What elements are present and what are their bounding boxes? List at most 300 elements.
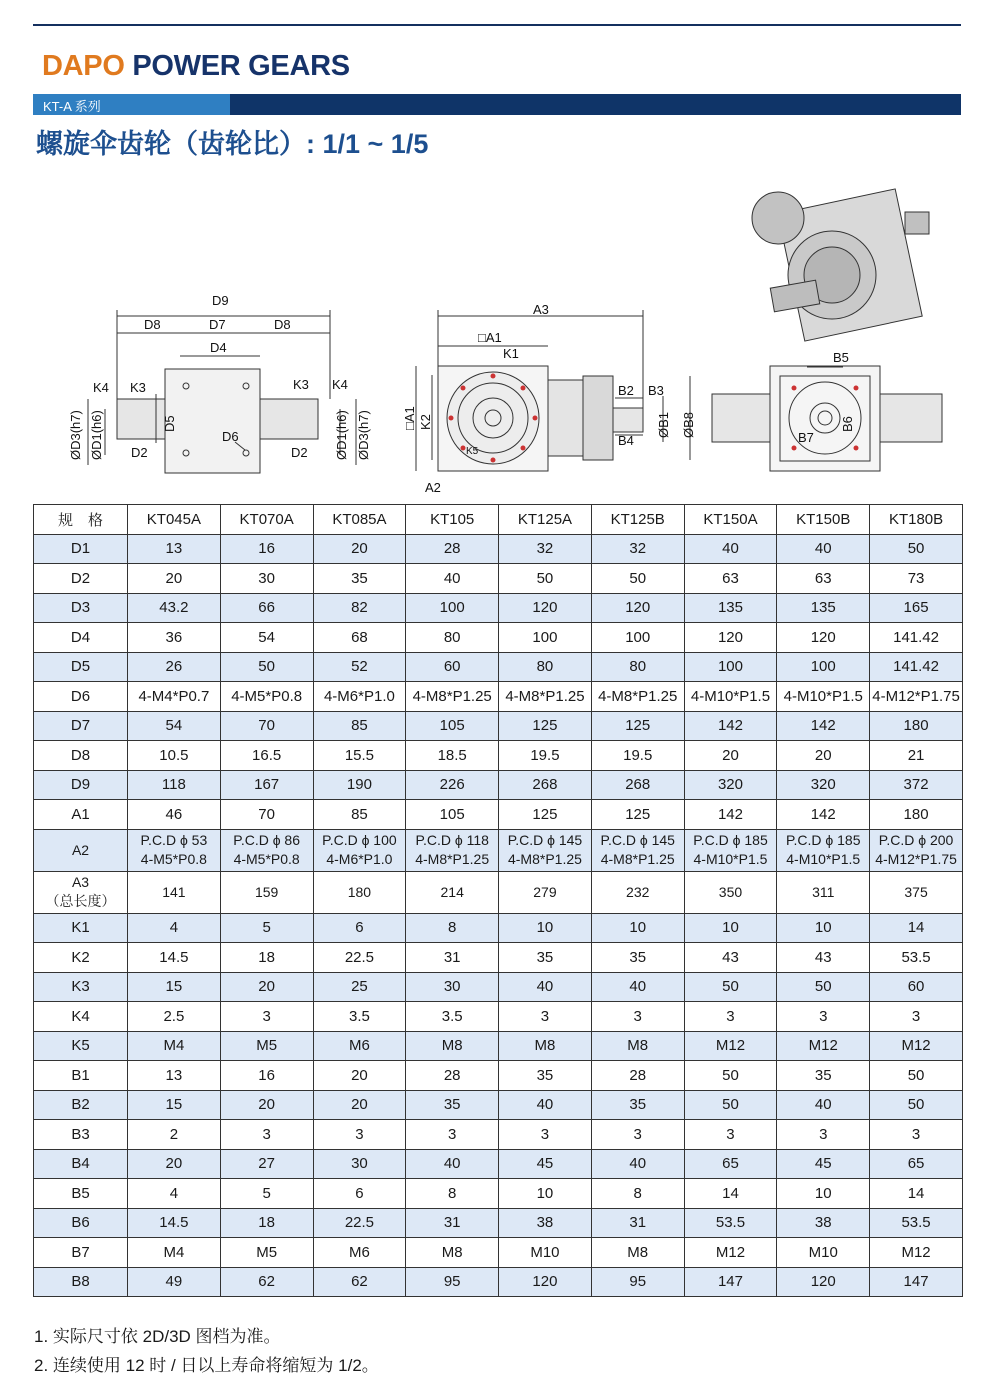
table-cell: 35 [499, 943, 592, 973]
table-cell: 20 [220, 1090, 313, 1120]
row-label: K1 [34, 913, 128, 943]
table-cell: 20 [313, 534, 406, 564]
table-cell: 30 [313, 1149, 406, 1179]
table-cell: 80 [591, 652, 684, 682]
table-cell: 15.5 [313, 741, 406, 771]
table-cell: 45 [499, 1149, 592, 1179]
table-cell: 53.5 [684, 1208, 777, 1238]
table-cell: 3 [684, 1002, 777, 1032]
table-cell: 4-M6*P1.0 [313, 682, 406, 712]
table-row [34, 1120, 963, 1150]
table-cell: 135 [777, 593, 870, 623]
row-label: A3 （总长度） [34, 871, 128, 913]
table-cell: 180 [313, 871, 406, 913]
table-cell: 311 [777, 871, 870, 913]
table-cell: 40 [499, 1090, 592, 1120]
table-cell: 100 [499, 623, 592, 653]
table-cell: 6 [313, 1179, 406, 1209]
table-cell: 18.5 [406, 741, 499, 771]
header-model: KT125B [591, 505, 684, 535]
table-cell: M4 [128, 1238, 221, 1268]
table-cell: 50 [220, 652, 313, 682]
table-cell: 31 [591, 1208, 684, 1238]
table-cell: 2 [128, 1120, 221, 1150]
table-cell: 20 [128, 564, 221, 594]
table-cell: 20 [684, 741, 777, 771]
table-cell: 21 [870, 741, 963, 771]
row-label: K3 [34, 972, 128, 1002]
table-row [34, 829, 963, 871]
table-cell: 60 [406, 652, 499, 682]
table-cell: 19.5 [591, 741, 684, 771]
table-cell: 38 [499, 1208, 592, 1238]
table-cell: 167 [220, 770, 313, 800]
table-row [34, 1267, 963, 1297]
table-cell: 10 [499, 913, 592, 943]
table-cell: 30 [220, 564, 313, 594]
table-cell: 46 [128, 800, 221, 830]
row-label: A1 [34, 800, 128, 830]
table-cell: 36 [128, 623, 221, 653]
table-cell: 2.5 [128, 1002, 221, 1032]
svg-text:ØB8: ØB8 [681, 411, 696, 438]
brand-logo [42, 50, 350, 83]
note-2: 2. 连续使用 12 时 / 日以上寿命将缩短为 1/2。 [34, 1356, 379, 1375]
table-cell: 10 [777, 913, 870, 943]
table-cell: 135 [684, 593, 777, 623]
table-cell: 320 [777, 770, 870, 800]
table-cell: 120 [499, 593, 592, 623]
table-cell: 3 [220, 1002, 313, 1032]
table-cell: 105 [406, 711, 499, 741]
table-row [34, 741, 963, 771]
table-cell: 52 [313, 652, 406, 682]
table-cell: 31 [406, 1208, 499, 1238]
table-cell: 32 [591, 534, 684, 564]
table-cell: 120 [591, 593, 684, 623]
table-cell: 8 [406, 1179, 499, 1209]
table-row [34, 593, 963, 623]
header-model: KT105 [406, 505, 499, 535]
table-cell: 62 [220, 1267, 313, 1297]
table-row [34, 1061, 963, 1091]
header-model: KT045A [128, 505, 221, 535]
table-cell: 10 [777, 1179, 870, 1209]
table-cell: 40 [591, 1149, 684, 1179]
table-cell: 65 [870, 1149, 963, 1179]
table-cell: 5 [220, 1179, 313, 1209]
table-cell: M12 [684, 1238, 777, 1268]
table-cell: 6 [313, 913, 406, 943]
table-cell: 16.5 [220, 741, 313, 771]
row-label: K5 [34, 1031, 128, 1061]
table-cell: 60 [870, 972, 963, 1002]
table-cell: M8 [406, 1031, 499, 1061]
svg-text:D2: D2 [131, 445, 148, 460]
table-cell: 3 [870, 1002, 963, 1032]
table-cell: 142 [684, 800, 777, 830]
table-cell: 43 [777, 943, 870, 973]
svg-text:K3: K3 [293, 377, 309, 392]
table-cell: 43.2 [128, 593, 221, 623]
table-cell: 279 [499, 871, 592, 913]
table-cell: M12 [870, 1031, 963, 1061]
table-cell: 10 [684, 913, 777, 943]
table-cell: 20 [313, 1061, 406, 1091]
table-cell: P.C.D ϕ 100 4-M6*P1.0 [313, 829, 406, 871]
row-label: K4 [34, 1002, 128, 1032]
table-cell: 125 [499, 800, 592, 830]
table-cell: 141.42 [870, 652, 963, 682]
table-cell: 50 [870, 1061, 963, 1091]
svg-text:A3: A3 [533, 302, 549, 317]
table-row [34, 623, 963, 653]
table-cell: 68 [313, 623, 406, 653]
note-1: 1. 实际尺寸依 2D/3D 图档为准。 [34, 1327, 281, 1346]
table-cell: P.C.D ϕ 118 4-M8*P1.25 [406, 829, 499, 871]
table-cell: 50 [684, 1061, 777, 1091]
table-cell: 3 [684, 1120, 777, 1150]
table-cell: 70 [220, 711, 313, 741]
table-cell: P.C.D ϕ 53 4-M5*P0.8 [128, 829, 221, 871]
table-cell: 4-M8*P1.25 [591, 682, 684, 712]
table-cell: 49 [128, 1267, 221, 1297]
table-row [34, 1238, 963, 1268]
table-row [34, 913, 963, 943]
table-cell: 50 [684, 972, 777, 1002]
svg-text:K3: K3 [130, 380, 146, 395]
table-cell: 40 [684, 534, 777, 564]
table-cell: 4 [128, 913, 221, 943]
table-cell: 372 [870, 770, 963, 800]
table-cell: 180 [870, 711, 963, 741]
table-row [34, 1179, 963, 1209]
table-cell: 95 [406, 1267, 499, 1297]
table-cell: 63 [684, 564, 777, 594]
table-cell: 120 [684, 623, 777, 653]
svg-text:D6: D6 [222, 429, 239, 444]
table-cell: 3 [777, 1120, 870, 1150]
table-cell: M4 [128, 1031, 221, 1061]
table-cell: 14.5 [128, 1208, 221, 1238]
table-cell: 35 [591, 943, 684, 973]
table-cell: 95 [591, 1267, 684, 1297]
end-view-drawing [712, 366, 942, 471]
row-label: B4 [34, 1149, 128, 1179]
table-cell: M12 [684, 1031, 777, 1061]
table-cell: 142 [777, 711, 870, 741]
table-cell: 20 [777, 741, 870, 771]
table-cell: 15 [128, 1090, 221, 1120]
table-cell: 50 [591, 564, 684, 594]
table-cell: 45 [777, 1149, 870, 1179]
table-cell: P.C.D ϕ 145 4-M8*P1.25 [591, 829, 684, 871]
table-cell: 142 [684, 711, 777, 741]
table-cell: M8 [406, 1238, 499, 1268]
table-cell: 214 [406, 871, 499, 913]
table-cell: 3 [870, 1120, 963, 1150]
table-cell: M12 [777, 1031, 870, 1061]
table-cell: 159 [220, 871, 313, 913]
table-cell: 53.5 [870, 943, 963, 973]
side-view-drawing [88, 310, 356, 473]
table-cell: 142 [777, 800, 870, 830]
table-cell: 120 [499, 1267, 592, 1297]
table-cell: 4-M5*P0.8 [220, 682, 313, 712]
table-cell: 50 [870, 1090, 963, 1120]
table-cell: 73 [870, 564, 963, 594]
table-cell: 226 [406, 770, 499, 800]
table-cell: 10 [591, 913, 684, 943]
series-bar [33, 94, 961, 115]
table-cell: 70 [220, 800, 313, 830]
table-cell: 80 [406, 623, 499, 653]
table-cell: 350 [684, 871, 777, 913]
table-row [34, 1090, 963, 1120]
page-title: 螺旋伞齿轮（齿轮比）: 1/1 ~ 1/5 [36, 129, 429, 159]
table-cell: 4-M8*P1.25 [406, 682, 499, 712]
table-cell: P.C.D ϕ 185 4-M10*P1.5 [777, 829, 870, 871]
table-cell: 32 [499, 534, 592, 564]
table-cell: 10 [499, 1179, 592, 1209]
table-cell: 3 [591, 1002, 684, 1032]
table-cell: 14 [870, 1179, 963, 1209]
table-cell: 3 [406, 1120, 499, 1150]
svg-text:B5: B5 [833, 350, 849, 365]
table-cell: 22.5 [313, 1208, 406, 1238]
row-label: D1 [34, 534, 128, 564]
table-cell: 20 [313, 1090, 406, 1120]
table-cell: 10.5 [128, 741, 221, 771]
table-cell: 62 [313, 1267, 406, 1297]
table-cell: 141 [128, 871, 221, 913]
table-cell: 180 [870, 800, 963, 830]
table-cell: 18 [220, 943, 313, 973]
table-cell: 20 [128, 1149, 221, 1179]
table-cell: 35 [777, 1061, 870, 1091]
svg-text:D5: D5 [162, 415, 177, 432]
table-row [34, 1002, 963, 1032]
table-cell: 13 [128, 1061, 221, 1091]
table-cell: 40 [406, 564, 499, 594]
brand-dapo: DAPO [42, 50, 125, 82]
table-cell: M12 [870, 1238, 963, 1268]
table-cell: 50 [777, 972, 870, 1002]
table-cell: P.C.D ϕ 185 4-M10*P1.5 [684, 829, 777, 871]
table-cell: M10 [499, 1238, 592, 1268]
table-cell: 15 [128, 972, 221, 1002]
table-cell: 125 [591, 711, 684, 741]
svg-text:D7: D7 [209, 317, 226, 332]
row-label: A2 [34, 829, 128, 871]
table-cell: 20 [220, 972, 313, 1002]
table-cell: 232 [591, 871, 684, 913]
row-label: B6 [34, 1208, 128, 1238]
table-cell: 4-M10*P1.5 [684, 682, 777, 712]
table-cell: 35 [591, 1090, 684, 1120]
table-cell: 85 [313, 711, 406, 741]
brand-power-gears: POWER GEARS [132, 50, 350, 82]
table-cell: 4-M10*P1.5 [777, 682, 870, 712]
table-cell: 105 [406, 800, 499, 830]
svg-text:B2: B2 [618, 383, 634, 398]
table-cell: 85 [313, 800, 406, 830]
table-row [34, 972, 963, 1002]
svg-text:B4: B4 [618, 433, 634, 448]
table-cell: 43 [684, 943, 777, 973]
table-cell: 14 [684, 1179, 777, 1209]
table-cell: 14.5 [128, 943, 221, 973]
table-cell: M8 [591, 1031, 684, 1061]
table-cell: M10 [777, 1238, 870, 1268]
table-cell: M5 [220, 1031, 313, 1061]
table-cell: 3.5 [406, 1002, 499, 1032]
row-label: D8 [34, 741, 128, 771]
table-cell: 28 [406, 534, 499, 564]
table-row [34, 871, 963, 913]
table-cell: 50 [684, 1090, 777, 1120]
table-cell: 268 [591, 770, 684, 800]
svg-text:□A1: □A1 [478, 330, 502, 345]
table-cell: 50 [499, 564, 592, 594]
table-cell: 38 [777, 1208, 870, 1238]
svg-text:B6: B6 [840, 416, 855, 432]
table-row [34, 1208, 963, 1238]
table-cell: 190 [313, 770, 406, 800]
table-header-row [34, 505, 963, 535]
table-cell: 3 [777, 1002, 870, 1032]
header-model: KT125A [499, 505, 592, 535]
row-label: K2 [34, 943, 128, 973]
table-cell: 16 [220, 534, 313, 564]
table-cell: 375 [870, 871, 963, 913]
row-label: D7 [34, 711, 128, 741]
table-cell: 120 [777, 623, 870, 653]
table-cell: 100 [591, 623, 684, 653]
svg-text:B7: B7 [798, 430, 814, 445]
table-cell: 3 [313, 1120, 406, 1150]
table-cell: P.C.D ϕ 86 4-M5*P0.8 [220, 829, 313, 871]
table-cell: 27 [220, 1149, 313, 1179]
table-cell: 40 [406, 1149, 499, 1179]
table-cell: 35 [499, 1061, 592, 1091]
table-cell: 31 [406, 943, 499, 973]
table-cell: 125 [591, 800, 684, 830]
row-label: D9 [34, 770, 128, 800]
row-label: D6 [34, 682, 128, 712]
table-cell: 3 [499, 1120, 592, 1150]
table-cell: 3.5 [313, 1002, 406, 1032]
table-cell: 40 [591, 972, 684, 1002]
table-cell: 28 [406, 1061, 499, 1091]
svg-text:ØD3(h7): ØD3(h7) [356, 410, 371, 460]
row-label: D5 [34, 652, 128, 682]
table-cell: M8 [591, 1238, 684, 1268]
svg-text:ØD3(h7): ØD3(h7) [68, 410, 83, 460]
table-cell: 54 [220, 623, 313, 653]
table-cell: 22.5 [313, 943, 406, 973]
header-spec-label: 规 格 [34, 505, 128, 535]
table-cell: 147 [684, 1267, 777, 1297]
table-row [34, 943, 963, 973]
svg-text:K1: K1 [503, 346, 519, 361]
table-cell: 141.42 [870, 623, 963, 653]
table-cell: 35 [313, 564, 406, 594]
table-cell: 30 [406, 972, 499, 1002]
table-cell: 4-M12*P1.75 [870, 682, 963, 712]
table-row [34, 1149, 963, 1179]
table-cell: 5 [220, 913, 313, 943]
table-cell: 4 [128, 1179, 221, 1209]
table-cell: 165 [870, 593, 963, 623]
row-label: B5 [34, 1179, 128, 1209]
svg-text:□A1: □A1 [402, 406, 417, 430]
table-cell: M8 [499, 1031, 592, 1061]
table-cell: 63 [777, 564, 870, 594]
svg-text:D8: D8 [274, 317, 291, 332]
table-cell: 3 [591, 1120, 684, 1150]
row-label: B3 [34, 1120, 128, 1150]
table-cell: P.C.D ϕ 145 4-M8*P1.25 [499, 829, 592, 871]
table-row [34, 711, 963, 741]
row-label: B7 [34, 1238, 128, 1268]
svg-text:K4: K4 [332, 377, 348, 392]
table-cell: 65 [684, 1149, 777, 1179]
row-label: D4 [34, 623, 128, 653]
table-cell: P.C.D ϕ 200 4-M12*P1.75 [870, 829, 963, 871]
header-model: KT070A [220, 505, 313, 535]
table-cell: 82 [313, 593, 406, 623]
table-cell: 14 [870, 913, 963, 943]
table-cell: 16 [220, 1061, 313, 1091]
table-row [34, 564, 963, 594]
top-rule [33, 24, 961, 26]
row-label: B2 [34, 1090, 128, 1120]
table-cell: 28 [591, 1061, 684, 1091]
table-row [34, 770, 963, 800]
table-cell: 13 [128, 534, 221, 564]
table-cell: 35 [406, 1090, 499, 1120]
svg-text:ØD1(h6): ØD1(h6) [334, 410, 349, 460]
technical-drawings [0, 180, 990, 500]
header-model: KT180B [870, 505, 963, 535]
table-cell: M5 [220, 1238, 313, 1268]
table-cell: 66 [220, 593, 313, 623]
svg-text:B3: B3 [648, 383, 664, 398]
svg-text:D9: D9 [212, 293, 229, 308]
table-cell: 50 [870, 534, 963, 564]
header-model: KT150A [684, 505, 777, 535]
table-cell: M6 [313, 1031, 406, 1061]
table-cell: 4-M8*P1.25 [499, 682, 592, 712]
svg-text:ØD1(h6): ØD1(h6) [89, 410, 104, 460]
table-row [34, 1031, 963, 1061]
series-label: KT-A 系列 [43, 99, 101, 114]
row-label: D2 [34, 564, 128, 594]
svg-text:D8: D8 [144, 317, 161, 332]
svg-text:K5: K5 [466, 446, 479, 457]
table-cell: 320 [684, 770, 777, 800]
table-row [34, 652, 963, 682]
notes [34, 1322, 379, 1380]
row-label: B1 [34, 1061, 128, 1091]
table-cell: 8 [591, 1179, 684, 1209]
svg-text:D4: D4 [210, 340, 227, 355]
table-cell: 8 [406, 913, 499, 943]
table-cell: 40 [777, 534, 870, 564]
row-label: B8 [34, 1267, 128, 1297]
table-cell: 4-M4*P0.7 [128, 682, 221, 712]
